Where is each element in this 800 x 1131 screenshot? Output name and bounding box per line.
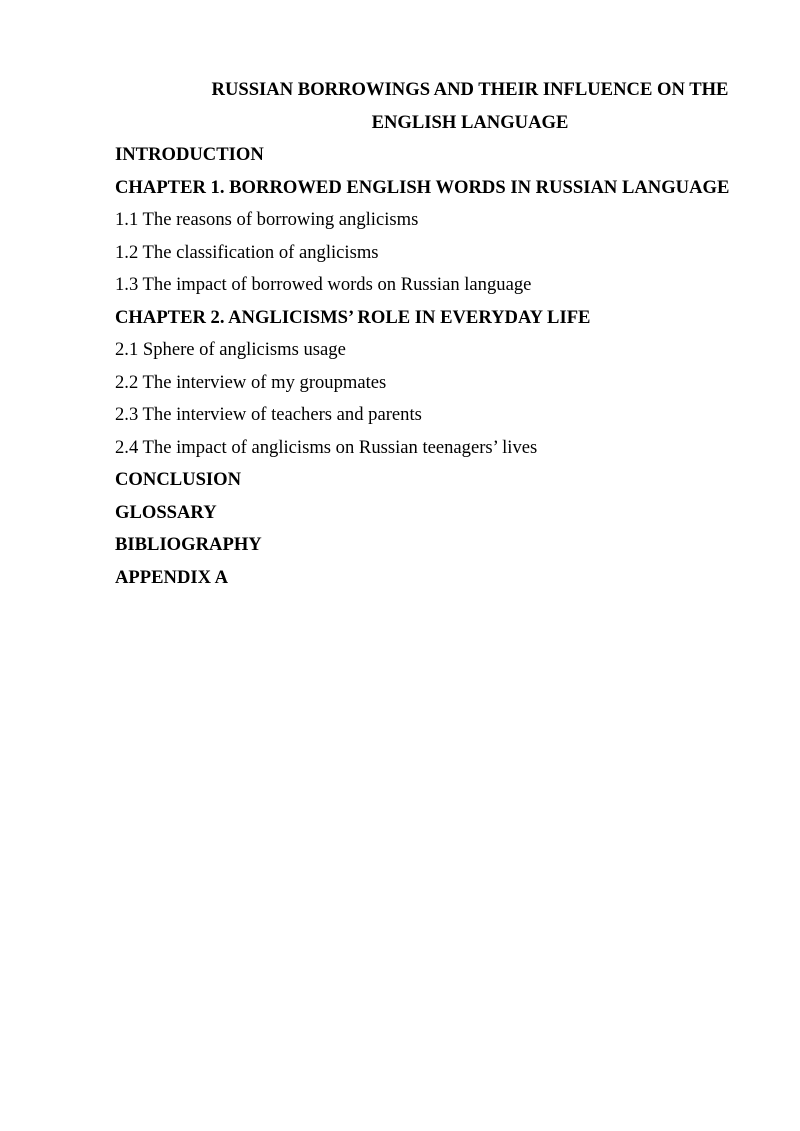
toc-appendix-a: APPENDIX A: [115, 566, 229, 588]
toc-section-1-2: 1.2 The classification of anglicisms: [115, 241, 379, 263]
title-line-1: RUSSIAN BORROWINGS AND THEIR INFLUENCE ON THE: [211, 79, 729, 100]
toc-chapter-1: CHAPTER 1. BORROWED ENGLISH WORDS IN RUSSIAN LANGUAGE: [115, 176, 730, 198]
toc-section-1-3: 1.3 The impact of borrowed words on Russian language: [115, 274, 532, 295]
table-of-contents: [115, 139, 760, 594]
title-line-2: ENGLISH LANGUAGE: [371, 111, 569, 133]
toc-introduction: INTRODUCTION: [115, 144, 264, 165]
toc-glossary: GLOSSARY: [115, 501, 217, 523]
toc-section-1-1: 1.1 The reasons of borrowing anglicisms: [115, 209, 419, 230]
toc-section-2-2: 2.2 The interview of my groupmates: [115, 371, 387, 393]
document-title: [115, 74, 750, 139]
toc-section-2-3: 2.3 The interview of teachers and parents: [115, 404, 422, 425]
toc-bibliography: BIBLIOGRAPHY: [115, 534, 262, 555]
toc-section-2-4: 2.4 The impact of anglicisms on Russian teenagers’ lives: [115, 436, 538, 458]
toc-conclusion: CONCLUSION: [115, 469, 242, 490]
toc-section-2-1: 2.1 Sphere of anglicisms usage: [115, 339, 346, 360]
toc-chapter-2: CHAPTER 2. ANGLICISMS’ ROLE IN EVERYDAY LIFE: [115, 306, 591, 328]
